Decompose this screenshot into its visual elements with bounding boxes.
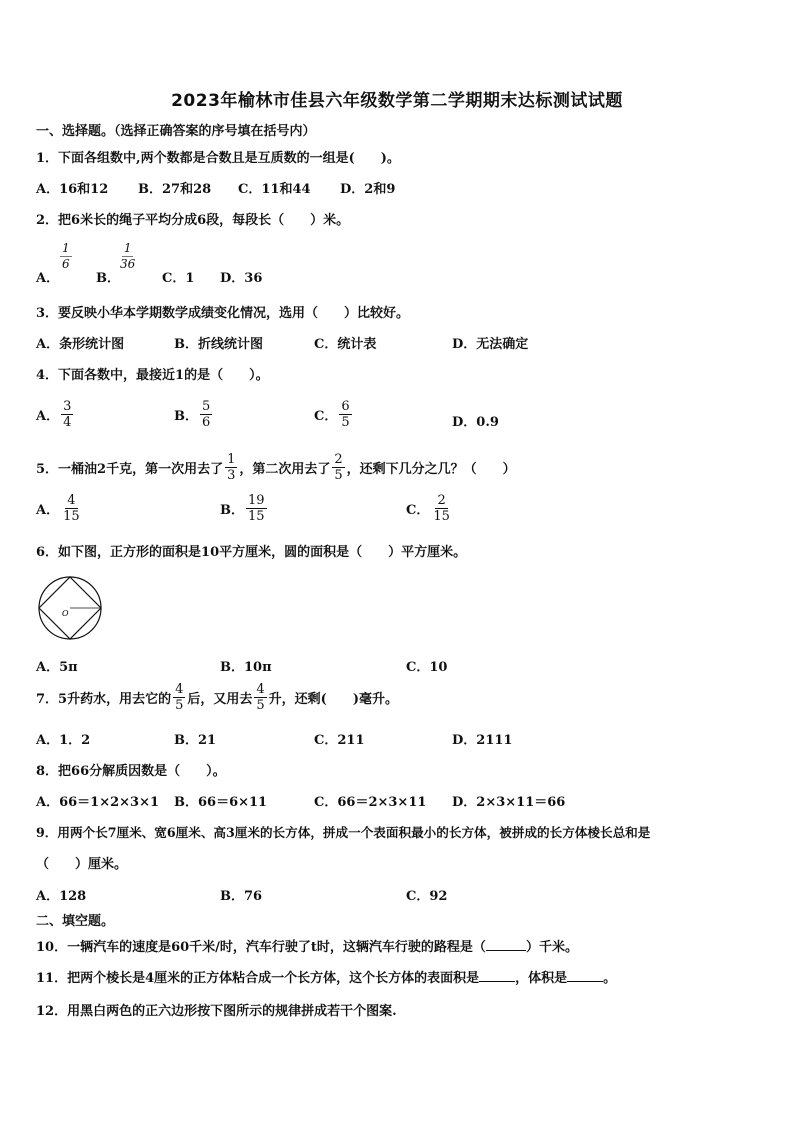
q6-option-c: C．10 <box>406 660 448 675</box>
q2-option-a-fraction: $\frac{1}{6}$ <box>62 241 70 271</box>
q4-option-b: B． $\frac{5}{6}$ <box>174 399 211 430</box>
q3-option-c: C．统计表 <box>314 337 377 352</box>
q3-option-b: B．折线统计图 <box>174 337 263 352</box>
section-heading-choice: 一、选择题。（选择正确答案的序号填在括号内） <box>36 124 316 139</box>
answer-blank-area <box>479 981 515 982</box>
q7-option-a: A．1．2 <box>36 733 91 748</box>
q3-option-d: D．无法确定 <box>452 337 529 352</box>
q1-option-c: C．11和44 <box>238 182 311 197</box>
q1-option-b: B．27和28 <box>138 182 212 197</box>
q9-option-c: C．92 <box>406 889 448 904</box>
question-4: 4．下面各数中，最接近1的是（ ）。 <box>36 368 269 383</box>
question-7: 7．5升药水，用去它的 $\frac{4}{5}$ 后，又用去 $\frac{4}{5}$ 升，还剩( )毫升。 <box>36 682 398 713</box>
question-1: 1．下面各组数中,两个数都是合数且是互质数的一组是( )。 <box>36 151 400 166</box>
q2-option-b-fraction: $\frac{1}{36}$ <box>120 241 136 271</box>
section-heading-fill: 二、填空题。 <box>36 914 115 929</box>
q6-option-a: A．5π <box>36 660 78 675</box>
question-9-line2: （ ）厘米。 <box>36 857 128 872</box>
q1-option-a: A．16和12 <box>36 182 109 197</box>
page-title: 2023年榆林市佳县六年级数学第二学期期末达标测试试题 <box>171 91 623 111</box>
circle-square-figure <box>36 574 104 646</box>
q1-option-d: D．2和9 <box>340 182 396 197</box>
q6-option-b: B．10π <box>220 660 272 675</box>
q5-option-b: B． $\frac{19}{15}$ <box>220 493 265 524</box>
center-label: O <box>62 609 69 618</box>
q7-option-d: D．2111 <box>452 733 513 748</box>
question-5: 5．一桶油2千克，第一次用去了 $\frac{1}{3}$ ，第二次用去了 $\frac{2}{5}$ ，还剩下几分之几？（ ） <box>36 452 516 483</box>
q9-option-a: A．128 <box>36 889 87 904</box>
q7-option-b: B．21 <box>174 733 217 748</box>
q9-option-b: B．76 <box>220 889 263 904</box>
answer-blank <box>486 950 526 951</box>
question-6: 6．如下图，正方形的面积是10平方厘米，圆的面积是（ ）平方厘米。 <box>36 545 467 560</box>
q8-option-b: B．66＝6×11 <box>174 795 268 810</box>
question-12: 12．用黑白两色的正六边形按下图所示的规律拼成若干个图案. <box>36 1004 397 1019</box>
q8-option-d: D．2×3×11＝66 <box>452 795 566 810</box>
question-2: 2．把6米长的绳子平均分成6段，每段长（ ）米。 <box>36 213 350 228</box>
q4-option-c: C． $\frac{6}{5}$ <box>314 399 350 430</box>
q2-option-c: C．1 <box>162 271 195 286</box>
q5-option-c: C． $\frac{2}{15}$ <box>406 493 450 524</box>
question-8: 8．把66分解质因数是（ ）。 <box>36 764 226 779</box>
q2-option-b-label: B． <box>96 271 120 286</box>
q2-option-d: D．36 <box>220 271 263 286</box>
question-11: 11．把两个棱长是4厘米的正方体粘合成一个长方体，这个长方体的表面积是 ，体积是 。 <box>36 971 617 986</box>
question-10: 10．一辆汽车的速度是60千米/时，汽车行驶了t时，这辆汽车行驶的路程是（ ）千米。 <box>36 940 578 955</box>
q8-option-a: A．66＝1×2×3×1 <box>36 795 160 810</box>
q2-option-a: A． <box>36 271 60 286</box>
question-9-line1: 9．用两个长7厘米、宽6厘米、高3厘米的长方体，拼成一个表面积最小的长方体，被拼成的长方体棱长总和是 <box>36 825 651 840</box>
q8-option-c: C．66＝2×3×11 <box>314 795 427 810</box>
q4-option-d: D．0.9 <box>452 415 499 430</box>
q4-option-a: A． $\frac{3}{4}$ <box>36 399 72 430</box>
question-3: 3．要反映小华本学期数学成绩变化情况，选用（ ）比较好。 <box>36 306 410 321</box>
q5-option-a: A． $\frac{4}{15}$ <box>36 493 80 524</box>
q3-option-a: A．条形统计图 <box>36 337 125 352</box>
q7-option-c: C．211 <box>314 733 365 748</box>
answer-blank-volume <box>567 981 603 982</box>
